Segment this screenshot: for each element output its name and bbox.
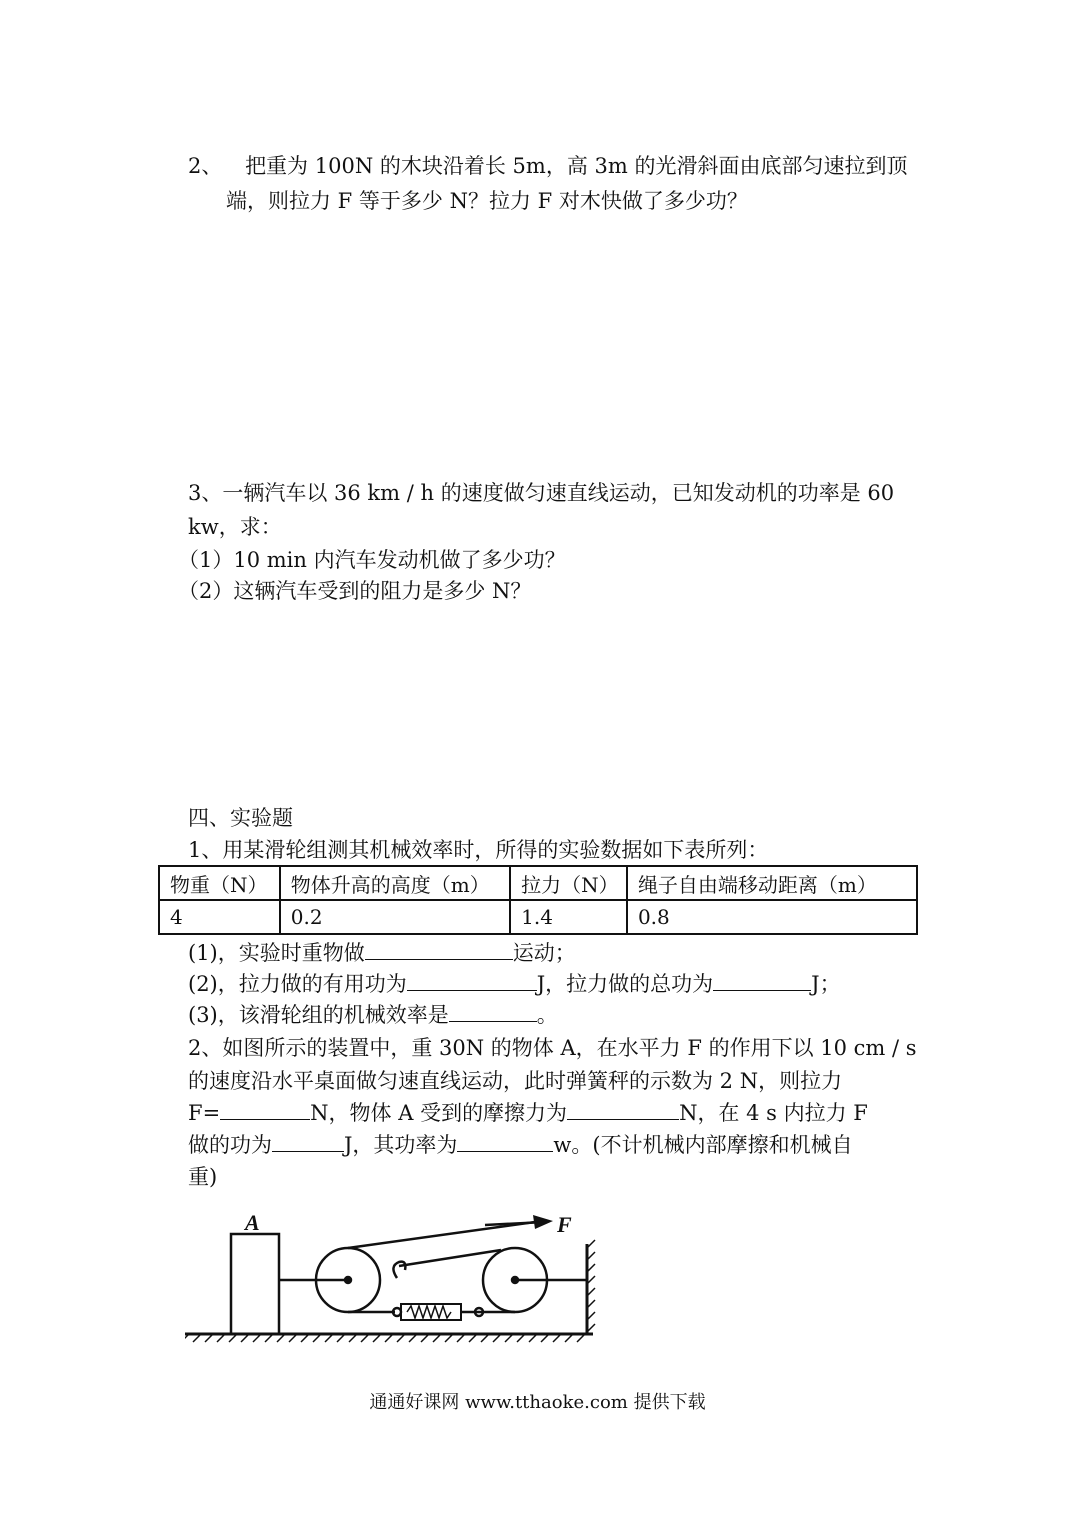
q3-line-1: 3、一辆汽车以 36 km / h 的速度做匀速直线运动，已知发动机的功率是 60: [188, 481, 895, 505]
table-cell: 4: [159, 900, 280, 934]
section-title: 四、实验题: [188, 806, 293, 830]
exp1-item-1: [188, 939, 576, 967]
item3-text-b: 。: [536, 1003, 558, 1027]
exp1-item-2: [188, 970, 841, 998]
answer-blank[interactable]: [567, 1099, 679, 1120]
q3-line-2: kw，求：: [188, 515, 282, 539]
exp1-item-3: [188, 1001, 558, 1029]
answer-blank[interactable]: [272, 1131, 344, 1152]
spring-coil: [407, 1306, 451, 1318]
q3-sub-1: （1）10 min 内汽车发动机做了多少功？: [178, 548, 566, 572]
arrow-head: [533, 1215, 553, 1229]
q2-line-1: [188, 152, 907, 180]
table-cell: 0.2: [280, 900, 510, 934]
exp2-line-1: 2、如图所示的装置中，重 30N 的物体 A，在水平力 F 的作用下以 10 cm / s: [188, 1036, 917, 1060]
item2-text-a: (2)，拉力做的有用功为: [188, 972, 407, 996]
exp2-text: N，在 4 s 内拉力 F: [679, 1101, 868, 1125]
table-header-cell: 拉力（N）: [510, 866, 627, 900]
table-header-cell: 物体升高的高度（m）: [280, 866, 510, 900]
table-header-cell: 物重（N）: [159, 866, 280, 900]
q2-text-1: 把重为 100N 的木块沿着长 5m，高 3m 的光滑斜面由底部匀速拉到顶: [245, 154, 908, 178]
label-a: A: [245, 1210, 260, 1235]
exp2-text: F=: [188, 1101, 221, 1125]
table-row: [159, 900, 917, 934]
answer-blank[interactable]: [449, 1001, 537, 1022]
table-cell: 0.8: [627, 900, 917, 934]
exp2-line-3: [188, 1099, 868, 1127]
footer: 通通好课网 www.tthaoke.com 提供下载: [369, 1392, 706, 1413]
table-header-cell: 绳子自由端移动距离（m）: [627, 866, 917, 900]
exp2-line-5: 重): [188, 1165, 218, 1189]
pulley-figure: [185, 1208, 605, 1348]
exp2-text: N，物体 A 受到的摩擦力为: [310, 1101, 568, 1125]
label-f: F: [557, 1212, 572, 1237]
q2-number: 2、: [188, 154, 223, 178]
item1-text-a: (1)，实验时重物做: [188, 941, 365, 965]
item2-text-b: J，拉力做的总功为: [536, 972, 714, 996]
exp2-line-4: [188, 1131, 853, 1159]
answer-blank[interactable]: [365, 939, 513, 960]
rope-middle: [399, 1250, 501, 1266]
item1-text-b: 运动；: [512, 941, 576, 965]
exp2-text: J，其功率为: [344, 1133, 458, 1157]
q3-sub-2: （2）这辆汽车受到的阻力是多少 N？: [178, 579, 532, 603]
table-cell: 1.4: [510, 900, 627, 934]
exp2-text: w。(不计机械内部摩擦和机械自: [553, 1133, 853, 1157]
q2-line-2: 端，则拉力 F 等于多少 N？拉力 F 对木快做了多少功？: [226, 189, 748, 213]
item2-text-c: J；: [811, 972, 841, 996]
rope-top: [348, 1222, 535, 1248]
answer-blank[interactable]: [407, 970, 537, 991]
answer-blank[interactable]: [713, 970, 811, 991]
block-a: [231, 1234, 279, 1334]
data-table: [158, 865, 918, 935]
item3-text-a: (3)，该滑轮组的机械效率是: [188, 1003, 449, 1027]
answer-blank[interactable]: [457, 1131, 553, 1152]
answer-blank[interactable]: [220, 1099, 310, 1120]
table-header-row: [159, 866, 917, 900]
exp2-line-2: 的速度沿水平桌面做匀速直线运动，此时弹簧秤的示数为 2 N，则拉力: [188, 1069, 843, 1093]
exp2-text: 做的功为: [188, 1133, 272, 1157]
exp1-intro: 1、用某滑轮组测其机械效率时，所得的实验数据如下表所列：: [188, 838, 769, 862]
